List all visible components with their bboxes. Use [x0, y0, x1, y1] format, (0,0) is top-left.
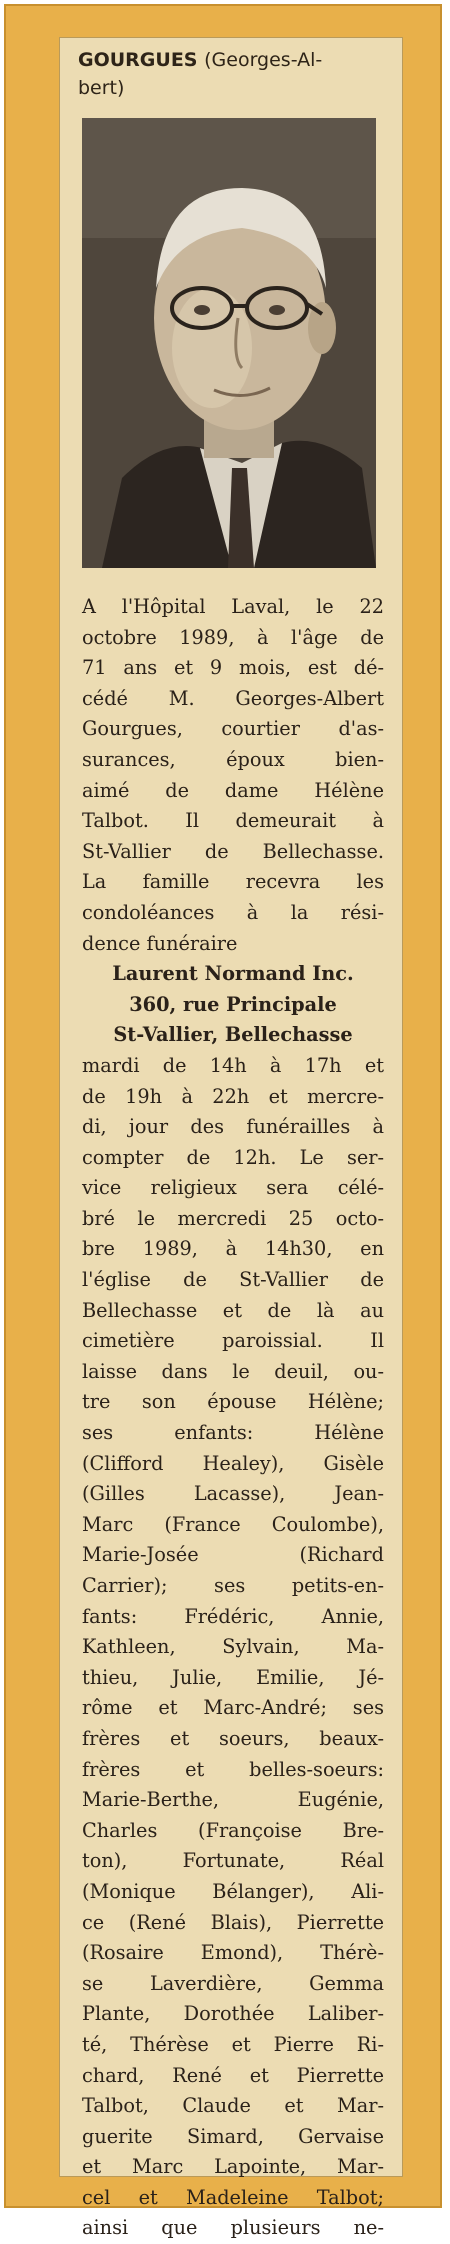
obituary-line: de 19h à 22h et mercre-: [82, 1084, 384, 1108]
obituary-line: Bellechasse et de là au: [82, 1298, 384, 1322]
obituary-line: chard, René et Pierrette: [82, 2063, 384, 2087]
obituary-line: compter de 12h. Le ser-: [82, 1145, 384, 1169]
obituary-line: Talbot, Claude et Mar-: [82, 2094, 384, 2118]
portrait-photo: [82, 118, 376, 568]
obituary-line: cel et Madeleine Talbot;: [82, 2185, 384, 2209]
obituary-line: ce (René Blais), Pierrette: [82, 1910, 384, 1934]
obituary-line: tre son épouse Hélène;: [82, 1390, 384, 1414]
portrait-illustration: [82, 118, 376, 568]
obituary-line: vice religieux sera célé-: [82, 1176, 384, 1200]
obituary-line: thieu, Julie, Emilie, Jé-: [82, 1665, 384, 1689]
obituary-line: octobre 1989, à l'âge de: [82, 625, 384, 649]
obituary-line: Kathleen, Sylvain, Ma-: [82, 1635, 384, 1659]
obituary-line: aimé de dame Hélène: [82, 778, 384, 802]
obituary-line: (Gilles Lacasse), Jean-: [82, 1482, 384, 1506]
obituary-line: Gourgues, courtier d'as-: [82, 717, 384, 741]
obituary-line: di, jour des funérailles à: [82, 1115, 384, 1139]
obituary-line: dence funéraire: [82, 931, 238, 955]
obituary-line: Marc (France Coulombe),: [82, 1512, 384, 1536]
obituary-line: St-Vallier, Bellechasse: [113, 1023, 353, 1047]
obituary-line: bré le mercredi 25 octo-: [82, 1206, 384, 1230]
obituary-line: guerite Simard, Gervaise: [82, 2124, 384, 2148]
obituary-line: Plante, Dorothée Laliber-: [82, 2002, 384, 2026]
obituary-line: ton), Fortunate, Réal: [82, 1849, 384, 1873]
obituary-line: Laurent Normand Inc.: [112, 962, 354, 986]
obituary-line: se Laverdière, Gemma: [82, 1971, 384, 1995]
obituary-line: laisse dans le deuil, ou-: [82, 1359, 384, 1383]
obituary-line: l'église de St-Vallier de: [82, 1268, 384, 1292]
image-border: [4, 4, 442, 2240]
obituary-line: frères et soeurs, beaux-: [82, 1726, 384, 1750]
obituary-line: frères et belles-soeurs:: [82, 1757, 384, 1781]
obituary-line: St-Vallier de Bellechasse.: [82, 839, 384, 863]
newspaper-clipping: [60, 38, 402, 2240]
obituary-heading: [78, 46, 396, 102]
obituary-line: 71 ans et 9 mois, est dé-: [82, 656, 384, 680]
obituary-line: La famille recevra les: [82, 870, 384, 894]
obituary-line: ses enfants: Hélène: [82, 1421, 384, 1445]
obituary-line: Carrier); ses petits-en-: [82, 1574, 384, 1597]
obituary-line: (Monique Bélanger), Ali-: [82, 1879, 384, 1903]
surname: GOURGUES: [78, 49, 198, 71]
obituary-line: té, Thérèse et Pierre Ri-: [82, 2032, 384, 2056]
obituary-line: (Rosaire Emond), Thérè-: [82, 1941, 384, 1965]
obituary-line: Marie-Berthe, Eugénie,: [82, 1788, 384, 1812]
obituary-line: (Clifford Healey), Gisèle: [82, 1451, 384, 1475]
obituary-line: mardi de 14h à 17h et: [82, 1053, 384, 1077]
obituary-text: [82, 592, 384, 2244]
obituary-line: Marie-Josée (Richard: [82, 1543, 384, 1567]
obituary-line: surances, époux bien-: [82, 747, 384, 771]
obituary-line: et Marc Lapointe, Mar-: [82, 2155, 384, 2179]
obituary-line: Charles (Françoise Bre-: [82, 1818, 384, 1842]
obituary-line: A l'Hôpital Laval, le 22: [82, 595, 384, 618]
obituary-line: 360, rue Principale: [129, 992, 337, 1016]
obituary-line: condoléances à la rési-: [82, 900, 384, 924]
obituary-line: fants: Frédéric, Annie,: [82, 1604, 384, 1628]
obituary-line: rôme et Marc-André; ses: [82, 1696, 384, 1720]
obituary-line: Talbot. Il demeurait à: [82, 809, 384, 833]
obituary-line: bre 1989, à 14h30, en: [82, 1237, 384, 1261]
given-names-line1: (Georges-Al-: [204, 49, 323, 71]
obituary-line: ainsi que plusieurs ne-: [82, 2216, 384, 2240]
obituary-line: cédé M. Georges-Albert: [82, 686, 384, 710]
given-names-line2: bert): [78, 77, 125, 99]
obituary-line: cimetière paroissial. Il: [82, 1329, 384, 1353]
